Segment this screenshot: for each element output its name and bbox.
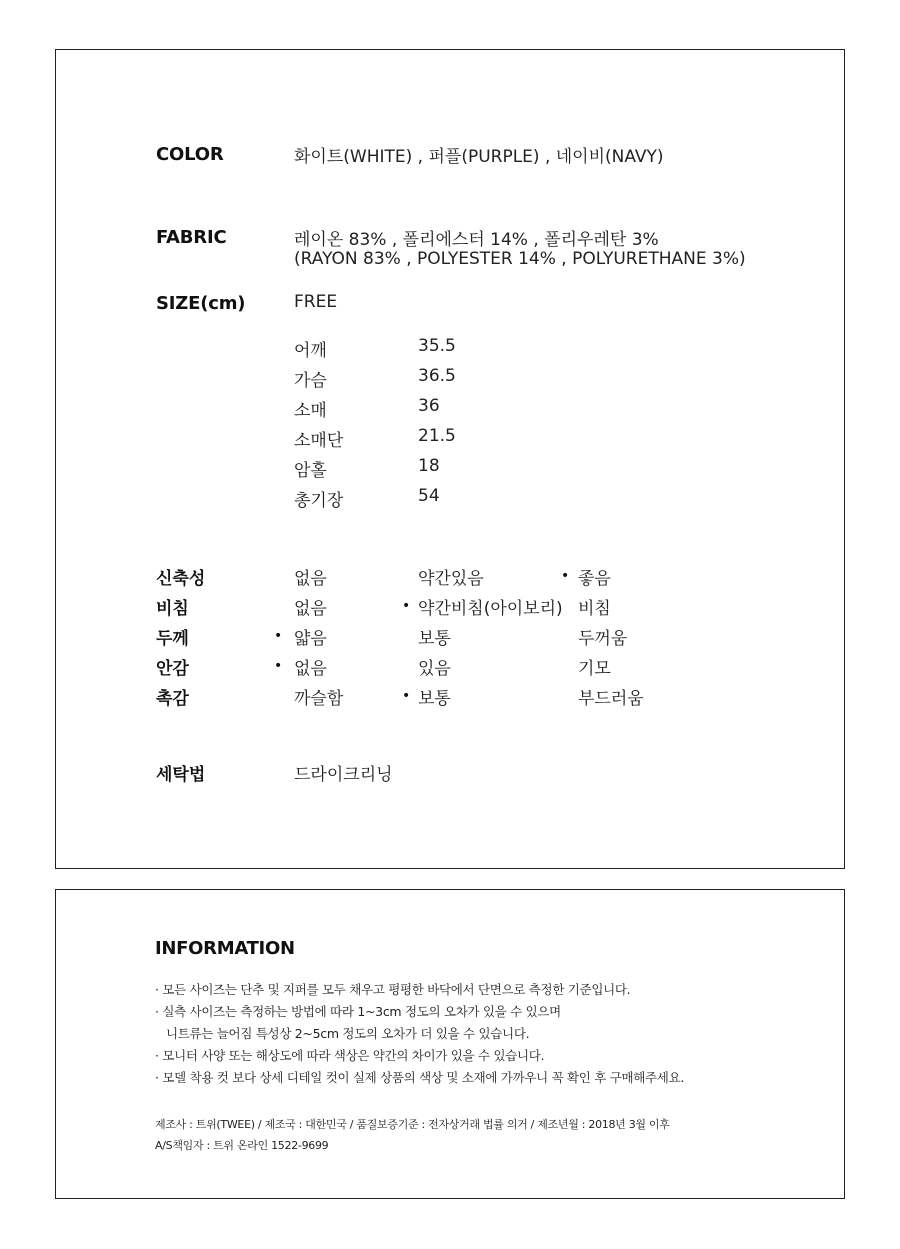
attr-option: 두꺼움 [578,629,628,649]
size-row-value: 54 [418,486,440,506]
attr-option-selected: 얇음 [294,629,327,649]
fabric-label: FABRIC [156,227,227,248]
fabric-value-korean: 레이온 83% , 폴리에스터 14% , 폴리우레탄 3% [294,230,659,250]
fabric-value-english: (RAYON 83% , POLYESTER 14% , POLYURETHANE 3%) [294,249,746,269]
attr-option: 까슬함 [294,689,344,709]
info-note: · 모니터 사양 또는 해상도에 따라 색상은 약간의 차이가 있을 수 있습니다. [155,1048,545,1063]
attr-option-selected: 좋음 [578,569,611,589]
attr-option: 보통 [418,629,451,649]
size-label: SIZE(cm) [156,293,246,314]
attr-option: 비침 [578,599,611,619]
attr-label-texture: 촉감 [156,689,189,709]
selected-dot-marker: • [561,568,570,584]
size-row-name: 어깨 [294,341,327,361]
selected-dot-marker: • [402,598,411,614]
attr-option: 약간있음 [418,569,484,589]
attr-option: 기모 [578,659,611,679]
size-row-name: 총기장 [294,491,344,511]
color-label: COLOR [156,144,224,165]
information-panel [55,889,845,1199]
selected-dot-marker: • [274,628,283,644]
selected-dot-marker: • [274,658,283,674]
attr-option-selected: 약간비침(아이보리) [418,599,563,619]
attr-option: 부드러움 [578,689,644,709]
manufacturer-info: 제조사 : 트위(TWEE) / 제조국 : 대한민국 / 품질보증기준 : 전자상거래 법률 의거 / 제조년월 : 2018년 3월 이후 [155,1118,670,1131]
attr-option: 없음 [294,599,327,619]
selected-dot-marker: • [402,688,411,704]
after-service-contact: A/S책임자 : 트위 온라인 1522-9699 [155,1139,329,1152]
size-row-value: 36 [418,396,440,416]
attr-option-selected: 보통 [418,689,451,709]
info-note: · 모든 사이즈는 단추 및 지퍼를 모두 채우고 평평한 바닥에서 단면으로 측정한 기준입니다. [155,982,631,997]
info-note: 니트류는 늘어짐 특성상 2~5cm 정도의 오차가 더 있을 수 있습니다. [166,1026,530,1041]
attr-option: 있음 [418,659,451,679]
size-row-name: 소매 [294,401,327,421]
size-value: FREE [294,292,338,312]
information-title: INFORMATION [155,938,295,959]
color-value: 화이트(WHITE) , 퍼플(PURPLE) , 네이비(NAVY) [294,147,664,167]
product-spec-panel [55,49,845,869]
size-row-value: 21.5 [418,426,456,446]
size-row-value: 35.5 [418,336,456,356]
size-row-value: 36.5 [418,366,456,386]
attr-label-thickness: 두께 [156,629,189,649]
wash-label: 세탁법 [156,765,206,785]
size-row-name: 소매단 [294,431,344,451]
attr-label-elasticity: 신축성 [156,569,206,589]
size-row-value: 18 [418,456,440,476]
size-row-name: 암홀 [294,461,327,481]
attr-option: 없음 [294,569,327,589]
info-note: · 실측 사이즈는 측정하는 방법에 따라 1~3cm 정도의 오차가 있을 수 있으며 [155,1004,561,1019]
size-row-name: 가슴 [294,371,327,391]
attr-option-selected: 없음 [294,659,327,679]
info-note: · 모델 착용 컷 보다 상세 디테일 컷이 실제 상품의 색상 및 소재에 가까우니 꼭 확인 후 구매해주세요. [155,1070,685,1085]
wash-value: 드라이크리닝 [294,765,393,785]
attr-label-sheerness: 비침 [156,599,189,619]
attr-label-lining: 안감 [156,659,189,679]
